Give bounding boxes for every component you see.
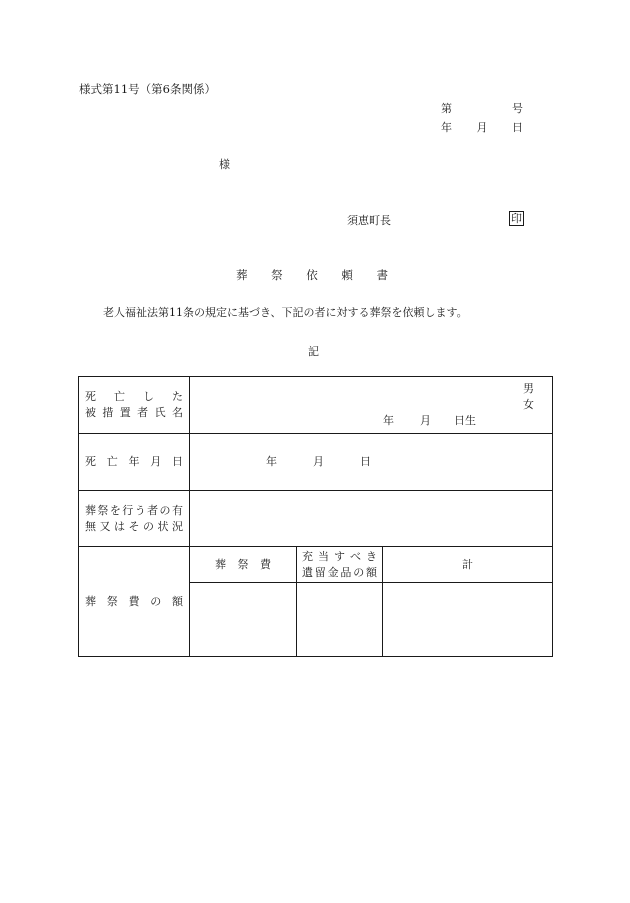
- label-char: 被: [85, 406, 96, 419]
- total-field[interactable]: [383, 583, 553, 657]
- label-line: [85, 503, 183, 519]
- estate-amount-field[interactable]: [297, 583, 383, 657]
- death-date-label: [79, 434, 190, 491]
- label-char: 額: [172, 594, 183, 608]
- body-text: 老人福祉法第11条の規定に基づき、下記の者に対する葬祭を依頼します。: [103, 306, 468, 319]
- header-char: 祭: [237, 557, 249, 571]
- death-year-label: 年: [266, 455, 277, 468]
- label-char: 月: [150, 455, 162, 468]
- label-char: は: [114, 519, 125, 533]
- funeral-performer-row: [79, 491, 553, 547]
- label-char: の: [143, 519, 154, 533]
- label-char: 氏: [154, 406, 166, 419]
- birth-day-label: 日生: [454, 414, 476, 427]
- issuer-name: 須恵町長: [347, 214, 391, 227]
- header-char: 葬: [215, 557, 226, 571]
- label-char: 祭: [106, 594, 118, 608]
- issue-date-month: 月: [476, 121, 488, 134]
- funeral-expense-header: [190, 547, 297, 583]
- total-header: 計: [383, 547, 553, 583]
- form-number: 様式第11号（第6条関係）: [79, 82, 216, 96]
- deceased-name-row: [79, 377, 553, 434]
- label-char: 葬: [85, 594, 96, 608]
- label-char: 行: [122, 503, 134, 517]
- death-date-row: [79, 434, 553, 491]
- label-char: 亡: [106, 455, 118, 468]
- label-char: 者: [147, 503, 159, 517]
- label-char: 状: [157, 519, 169, 533]
- label-char: 死: [85, 455, 96, 468]
- document-number: [441, 100, 523, 116]
- funeral-cost-label: [79, 547, 190, 657]
- header-char: す: [334, 549, 345, 563]
- label-char: 況: [172, 519, 183, 533]
- header-char: 品: [340, 565, 352, 579]
- label-line: [85, 405, 183, 421]
- label-char: の: [159, 503, 171, 517]
- addressee-honorific: 様: [219, 158, 230, 171]
- label-char: 亡: [114, 390, 125, 403]
- label-char: 措: [102, 406, 114, 419]
- label-char: 葬: [85, 503, 96, 517]
- sex-female-option[interactable]: 女: [523, 398, 534, 411]
- header-char: の: [353, 565, 365, 579]
- title-char: 祭: [271, 268, 283, 282]
- sex-male-option[interactable]: 男: [523, 382, 534, 395]
- label-char: 死: [85, 390, 96, 403]
- document-number-suffix: 号: [512, 102, 523, 115]
- label-char: 年: [128, 455, 140, 468]
- issue-date-day: 日: [512, 121, 523, 134]
- header-char: 金: [327, 565, 339, 579]
- header-line: [215, 557, 271, 573]
- label-char: そ: [128, 519, 140, 533]
- header-char: き: [366, 549, 377, 563]
- title-char: 葬: [236, 268, 248, 282]
- label-char: 無: [85, 519, 96, 533]
- label-char: を: [109, 503, 121, 517]
- header-char: 額: [365, 565, 377, 579]
- label-line: [85, 454, 183, 470]
- label-char: 置: [119, 406, 131, 419]
- label-char: 費: [128, 594, 140, 608]
- seal-mark: 印: [511, 212, 522, 225]
- header-char: 充: [302, 549, 313, 563]
- label-line: [85, 519, 183, 535]
- deceased-name-field[interactable]: [190, 377, 553, 434]
- issue-date: [441, 119, 523, 135]
- header-char: 留: [314, 565, 326, 579]
- document-title: [236, 267, 388, 283]
- header-char: 遺: [302, 565, 313, 579]
- header-char: べ: [350, 549, 361, 563]
- header-char: 当: [318, 549, 329, 563]
- funeral-performer-field[interactable]: [190, 491, 553, 547]
- death-day-label: 日: [360, 455, 371, 468]
- funeral-request-table: [78, 376, 553, 657]
- label-line: [85, 389, 183, 405]
- label-line: [85, 594, 183, 610]
- ki-heading: 記: [308, 345, 319, 358]
- label-char: た: [172, 390, 183, 403]
- deceased-name-label: [79, 377, 190, 434]
- document-number-prefix: 第: [441, 102, 452, 115]
- birth-month-label: 月: [420, 414, 431, 427]
- estate-amount-header: [297, 547, 383, 583]
- header-line: [302, 565, 377, 581]
- title-char: 書: [376, 268, 388, 282]
- label-char: 者: [137, 406, 149, 419]
- title-char: 頼: [341, 268, 353, 282]
- funeral-cost-header-row: [79, 547, 553, 583]
- funeral-performer-label: [79, 491, 190, 547]
- death-date-field[interactable]: [190, 434, 553, 491]
- header-char: 費: [260, 557, 271, 571]
- label-char: 有: [171, 503, 183, 517]
- death-month-label: 月: [313, 455, 324, 468]
- title-char: 依: [306, 268, 318, 282]
- label-char: 日: [172, 455, 183, 468]
- header-line: [302, 549, 377, 565]
- label-char: 又: [99, 519, 111, 533]
- label-char: 祭: [97, 503, 109, 517]
- label-char: 名: [171, 406, 183, 419]
- funeral-expense-field[interactable]: [190, 583, 297, 657]
- birth-year-label: 年: [383, 414, 394, 427]
- issue-date-year: 年: [441, 121, 452, 134]
- label-char: う: [134, 503, 146, 517]
- label-char: の: [150, 594, 162, 608]
- label-char: し: [143, 390, 154, 403]
